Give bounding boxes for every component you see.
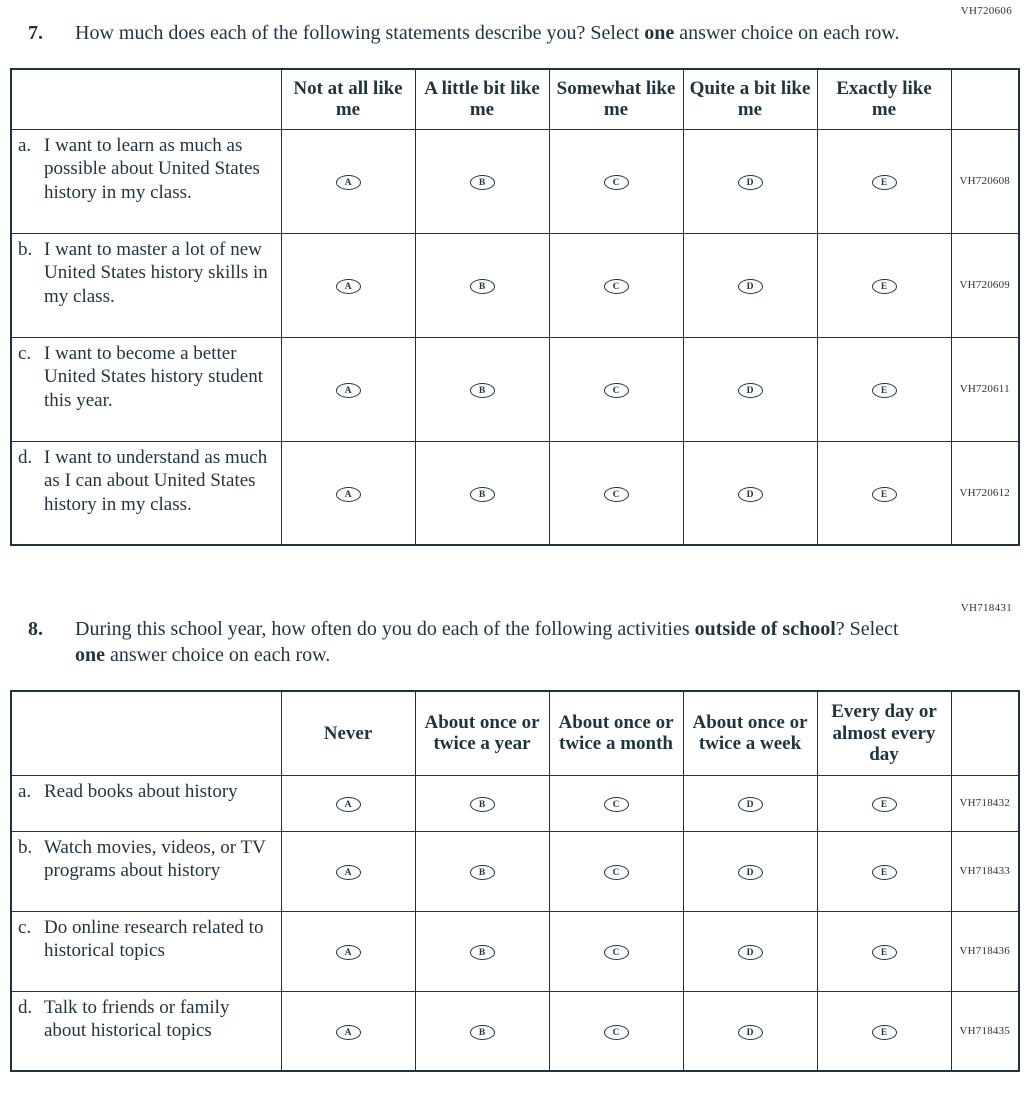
row-item-code: VH720611 — [951, 337, 1019, 441]
answer-bubble-a[interactable]: A — [336, 487, 361, 502]
table-row — [11, 337, 1019, 441]
answer-bubble-c[interactable]: C — [604, 865, 629, 880]
question-7-heading — [28, 20, 1018, 46]
answer-bubble-b[interactable]: B — [470, 383, 495, 398]
answer-bubble-a[interactable]: A — [336, 383, 361, 398]
item-code-q8: VH718431 — [960, 602, 1012, 614]
answer-bubble-c[interactable]: C — [604, 383, 629, 398]
row-item-code: VH718436 — [951, 911, 1019, 991]
answer-bubble-a[interactable]: A — [336, 1025, 361, 1040]
question-7-number: 7. — [28, 22, 43, 44]
column-header: Quite a bit like me — [683, 69, 817, 129]
answer-bubble-a[interactable]: A — [336, 945, 361, 960]
row-item-code: VH720612 — [951, 441, 1019, 545]
table-row — [11, 233, 1019, 337]
row-item-code: VH718432 — [951, 775, 1019, 831]
answer-bubble-a[interactable]: A — [336, 865, 361, 880]
table-row — [11, 775, 1019, 831]
answer-bubble-a[interactable]: A — [336, 175, 361, 190]
answer-bubble-d[interactable]: D — [738, 487, 763, 502]
answer-bubble-e[interactable]: E — [872, 383, 897, 398]
row-letter: b. — [18, 238, 33, 260]
row-statement: Read books about history — [44, 780, 238, 802]
row-item-code: VH718433 — [951, 831, 1019, 911]
row-letter: c. — [18, 342, 32, 364]
column-header: Not at all like me — [281, 69, 415, 129]
answer-bubble-b[interactable]: B — [470, 945, 495, 960]
row-letter: a. — [18, 780, 32, 802]
row-statement: Do online research related to historical topics — [44, 916, 264, 962]
q8-response-table — [10, 690, 1020, 1072]
answer-bubble-d[interactable]: D — [738, 797, 763, 812]
row-statement: I want to learn as much as possible about United States history in my class. — [44, 134, 260, 203]
column-header: Exactly like me — [817, 69, 951, 129]
prompt-text: answer choice on each row. — [674, 22, 900, 44]
prompt-text: How much does each of the following statements describe you? Select — [75, 22, 645, 44]
answer-bubble-b[interactable]: B — [470, 797, 495, 812]
empty-header-cell — [11, 691, 281, 775]
header-row — [11, 691, 1019, 775]
row-stem — [11, 831, 281, 911]
prompt-text: ? Select — [835, 618, 899, 640]
answer-bubble-e[interactable]: E — [872, 487, 897, 502]
table-row — [11, 991, 1019, 1071]
column-header: A little bit like me — [415, 69, 549, 129]
q7-response-table — [10, 68, 1020, 546]
row-stem — [11, 775, 281, 831]
answer-bubble-e[interactable]: E — [872, 1025, 897, 1040]
prompt-text: answer choice on each row. — [105, 644, 331, 666]
answer-bubble-d[interactable]: D — [738, 1025, 763, 1040]
table-row — [11, 441, 1019, 545]
question-8-heading — [28, 616, 1018, 668]
answer-bubble-e[interactable]: E — [872, 797, 897, 812]
prompt-bold: one — [644, 22, 675, 44]
row-letter: d. — [18, 446, 33, 468]
row-letter: d. — [18, 996, 33, 1018]
table-row — [11, 129, 1019, 233]
empty-header-cell — [951, 691, 1019, 775]
column-header: About once or twice a month — [549, 691, 683, 775]
row-letter: c. — [18, 916, 32, 938]
answer-bubble-b[interactable]: B — [470, 175, 495, 190]
answer-bubble-e[interactable]: E — [872, 865, 897, 880]
row-stem — [11, 441, 281, 545]
answer-bubble-b[interactable]: B — [470, 865, 495, 880]
row-statement: I want to understand as much as I can about United States history in my class. — [44, 446, 268, 515]
answer-bubble-c[interactable]: C — [604, 1025, 629, 1040]
empty-header-cell — [951, 69, 1019, 129]
row-stem — [11, 129, 281, 233]
answer-bubble-b[interactable]: B — [470, 279, 495, 294]
answer-bubble-d[interactable]: D — [738, 383, 763, 398]
row-statement: Talk to friends or family about historical topics — [44, 996, 230, 1042]
column-header: About once or twice a week — [683, 691, 817, 775]
answer-bubble-c[interactable]: C — [604, 797, 629, 812]
answer-bubble-d[interactable]: D — [738, 279, 763, 294]
question-8-number: 8. — [28, 618, 43, 640]
row-item-code: VH720609 — [951, 233, 1019, 337]
prompt-text: During this school year, how often do you do each of the following activities — [75, 618, 695, 640]
row-stem — [11, 233, 281, 337]
answer-bubble-d[interactable]: D — [738, 175, 763, 190]
table-row — [11, 831, 1019, 911]
question-7-prompt — [75, 20, 900, 46]
row-letter: b. — [18, 836, 33, 858]
column-header: Every day or almost every day — [817, 691, 951, 775]
answer-bubble-b[interactable]: B — [470, 487, 495, 502]
answer-bubble-c[interactable]: C — [604, 945, 629, 960]
answer-bubble-a[interactable]: A — [336, 279, 361, 294]
answer-bubble-e[interactable]: E — [872, 279, 897, 294]
column-header: Somewhat like me — [549, 69, 683, 129]
row-statement: I want to master a lot of new United States history skills in my class. — [44, 238, 268, 307]
row-stem — [11, 911, 281, 991]
answer-bubble-a[interactable]: A — [336, 797, 361, 812]
answer-bubble-d[interactable]: D — [738, 945, 763, 960]
answer-bubble-e[interactable]: E — [872, 945, 897, 960]
column-header: About once or twice a year — [415, 691, 549, 775]
prompt-bold: one — [75, 644, 105, 666]
row-stem — [11, 991, 281, 1071]
row-item-code: VH720608 — [951, 129, 1019, 233]
row-statement: I want to become a better United States history student this year. — [44, 342, 264, 411]
row-stem — [11, 337, 281, 441]
row-statement: Watch movies, videos, or TV programs about history — [44, 836, 266, 882]
header-row — [11, 69, 1019, 129]
prompt-bold: outside of school — [694, 618, 836, 640]
answer-bubble-e[interactable]: E — [872, 175, 897, 190]
question-8-prompt — [75, 616, 910, 668]
row-item-code: VH718435 — [951, 991, 1019, 1071]
column-header: Never — [281, 691, 415, 775]
answer-bubble-c[interactable]: C — [604, 487, 629, 502]
table-row — [11, 911, 1019, 991]
answer-bubble-c[interactable]: C — [604, 279, 629, 294]
answer-bubble-b[interactable]: B — [470, 1025, 495, 1040]
item-code-top: VH720606 — [960, 5, 1012, 17]
empty-header-cell — [11, 69, 281, 129]
answer-bubble-d[interactable]: D — [738, 865, 763, 880]
answer-bubble-c[interactable]: C — [604, 175, 629, 190]
row-letter: a. — [18, 134, 32, 156]
